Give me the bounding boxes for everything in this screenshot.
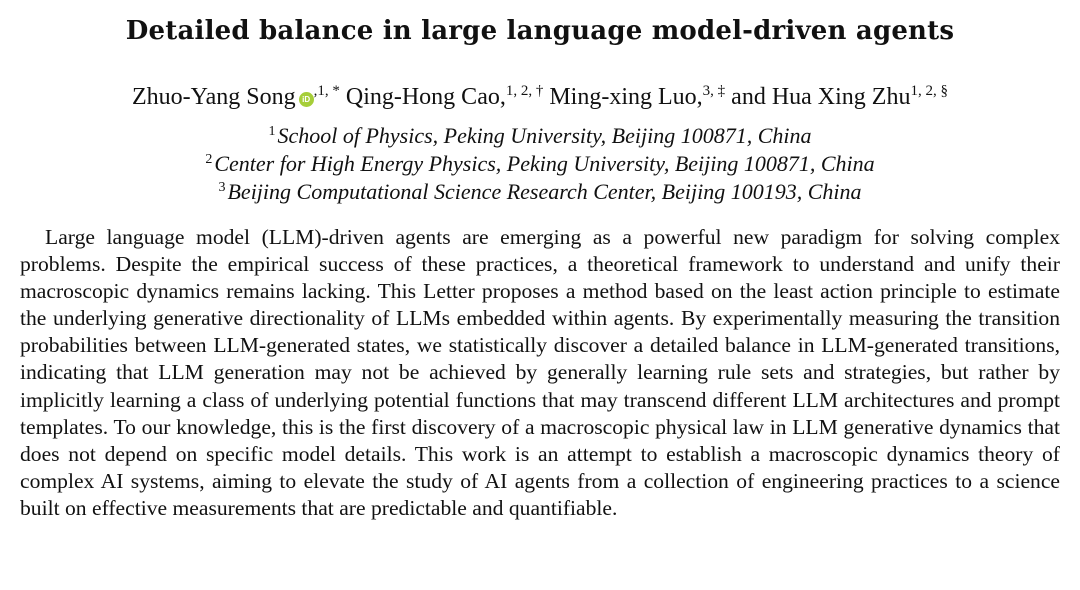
author-marks: 3, ‡	[702, 83, 726, 99]
author-name: Zhuo-Yang Song	[132, 84, 296, 110]
affiliation-number: 2	[205, 152, 213, 167]
author-name: and Hua Xing Zhu	[731, 84, 911, 110]
affiliation-item	[0, 150, 1080, 178]
paper-title: Detailed balance in large language model-driven agents	[125, 16, 955, 46]
author-name: Ming-xing Luo,	[549, 84, 703, 110]
orcid-icon[interactable]: iD	[299, 92, 314, 107]
affiliation-number: 1	[268, 124, 276, 139]
affiliation-text: School of Physics, Peking University, Beijing 100871, China	[277, 123, 812, 148]
affiliation-item	[0, 122, 1080, 150]
affiliation-text: Beijing Computational Science Research Center, Beijing 100193, China	[227, 179, 862, 204]
affiliation-text: Center for High Energy Physics, Peking University, Beijing 100871, China	[214, 151, 875, 176]
affiliation-number: 3	[218, 180, 226, 195]
abstract-text: Large language model (LLM)-driven agents are emerging as a powerful new paradigm for solving complex problems. Despite the empirical success of these practices, a theoretical framework to understand and unify their macroscopic dynamics remains lacking. This Letter proposes a method based on the least action principle to estimate the underlying generative directionality of LLMs embedded within agents. By experimentally measuring the transition probabilities between LLM-generated states, we statistically discover a detailed balance in LLM-generated transitions, indicating that LLM generation may not be achieved by generally learning rule sets and strategies, but rather by implicitly learning a class of underlying potential functions that may transcend different LLM architectures and prompt templates. To our knowledge, this is the first discovery of a macroscopic physical law in LLM generative dynamics that does not depend on specific model details. This work is an attempt to establish a macroscopic dynamics theory of complex AI systems, aiming to elevate the study of AI agents from a collection of engineering practices to a science built on effective measurements that are predictable and quantifiable.	[20, 225, 1060, 520]
author-marks: 1, 2, †	[505, 83, 544, 99]
author-marks: 1, 2, §	[910, 83, 948, 99]
affiliation-list	[0, 122, 1080, 206]
affiliation-item	[0, 178, 1080, 206]
author-marks: ,1, *	[313, 83, 340, 99]
author-name: Qing-Hong Cao,	[345, 84, 506, 110]
author-list	[0, 84, 1080, 111]
